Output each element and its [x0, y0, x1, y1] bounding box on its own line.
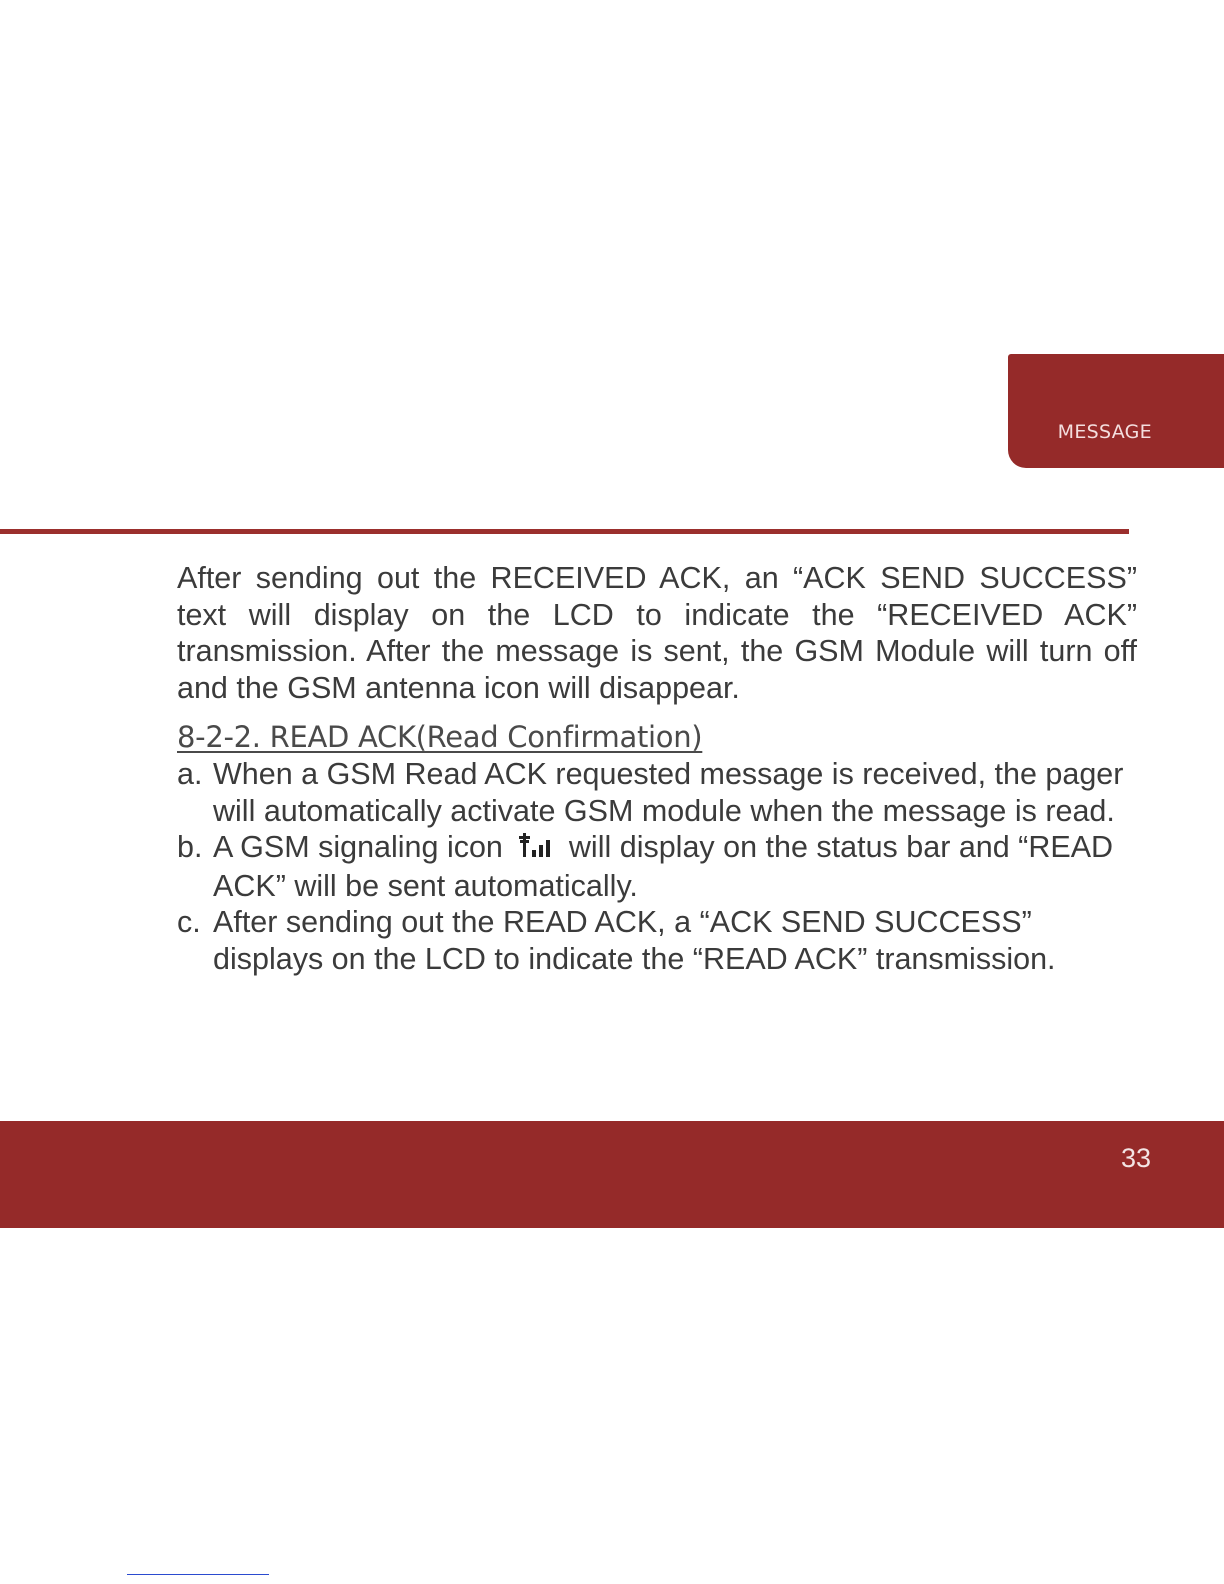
footer-band [0, 1121, 1224, 1228]
step-marker: c. [177, 905, 201, 939]
steps-list [177, 756, 1137, 977]
list-item [177, 904, 1137, 977]
section-subheading: 8-2-2. READ ACK(Read Confirmation) [177, 720, 703, 754]
step-text-before-icon: A GSM signaling icon [213, 830, 503, 864]
list-item [177, 756, 1137, 829]
step-text-after-icon: will display on the status bar and “READ ACK” will be sent automatically. [213, 830, 1114, 903]
page-content [177, 560, 1137, 977]
header-divider [0, 529, 1129, 534]
section-tab [1008, 354, 1224, 468]
intro-paragraph: After sending out the RECEIVED ACK, an “ACK SEND SUCCESS” text will display on the LCD to indicate the “RECEIVED ACK” transmission. After the message is sent, the GSM Module will turn off and the GSM antenna icon will disappear. [177, 561, 1137, 705]
step-marker: a. [177, 757, 203, 791]
page-number: 33 [1120, 1143, 1151, 1173]
section-label: MESSAGE [1057, 421, 1152, 443]
step-text: When a GSM Read ACK requested message is received, the pager will automatically activate GSM module when the message is read. [213, 757, 1124, 828]
gsm-signal-icon [519, 831, 555, 868]
step-text [213, 829, 1137, 904]
step-text: After sending out the READ ACK, a “ACK SEND SUCCESS” displays on the LCD to indicate the “READ ACK” transmission. [213, 905, 1056, 976]
footnote-rule [127, 1574, 269, 1575]
list-item [177, 829, 1137, 904]
step-marker: b. [177, 830, 203, 864]
